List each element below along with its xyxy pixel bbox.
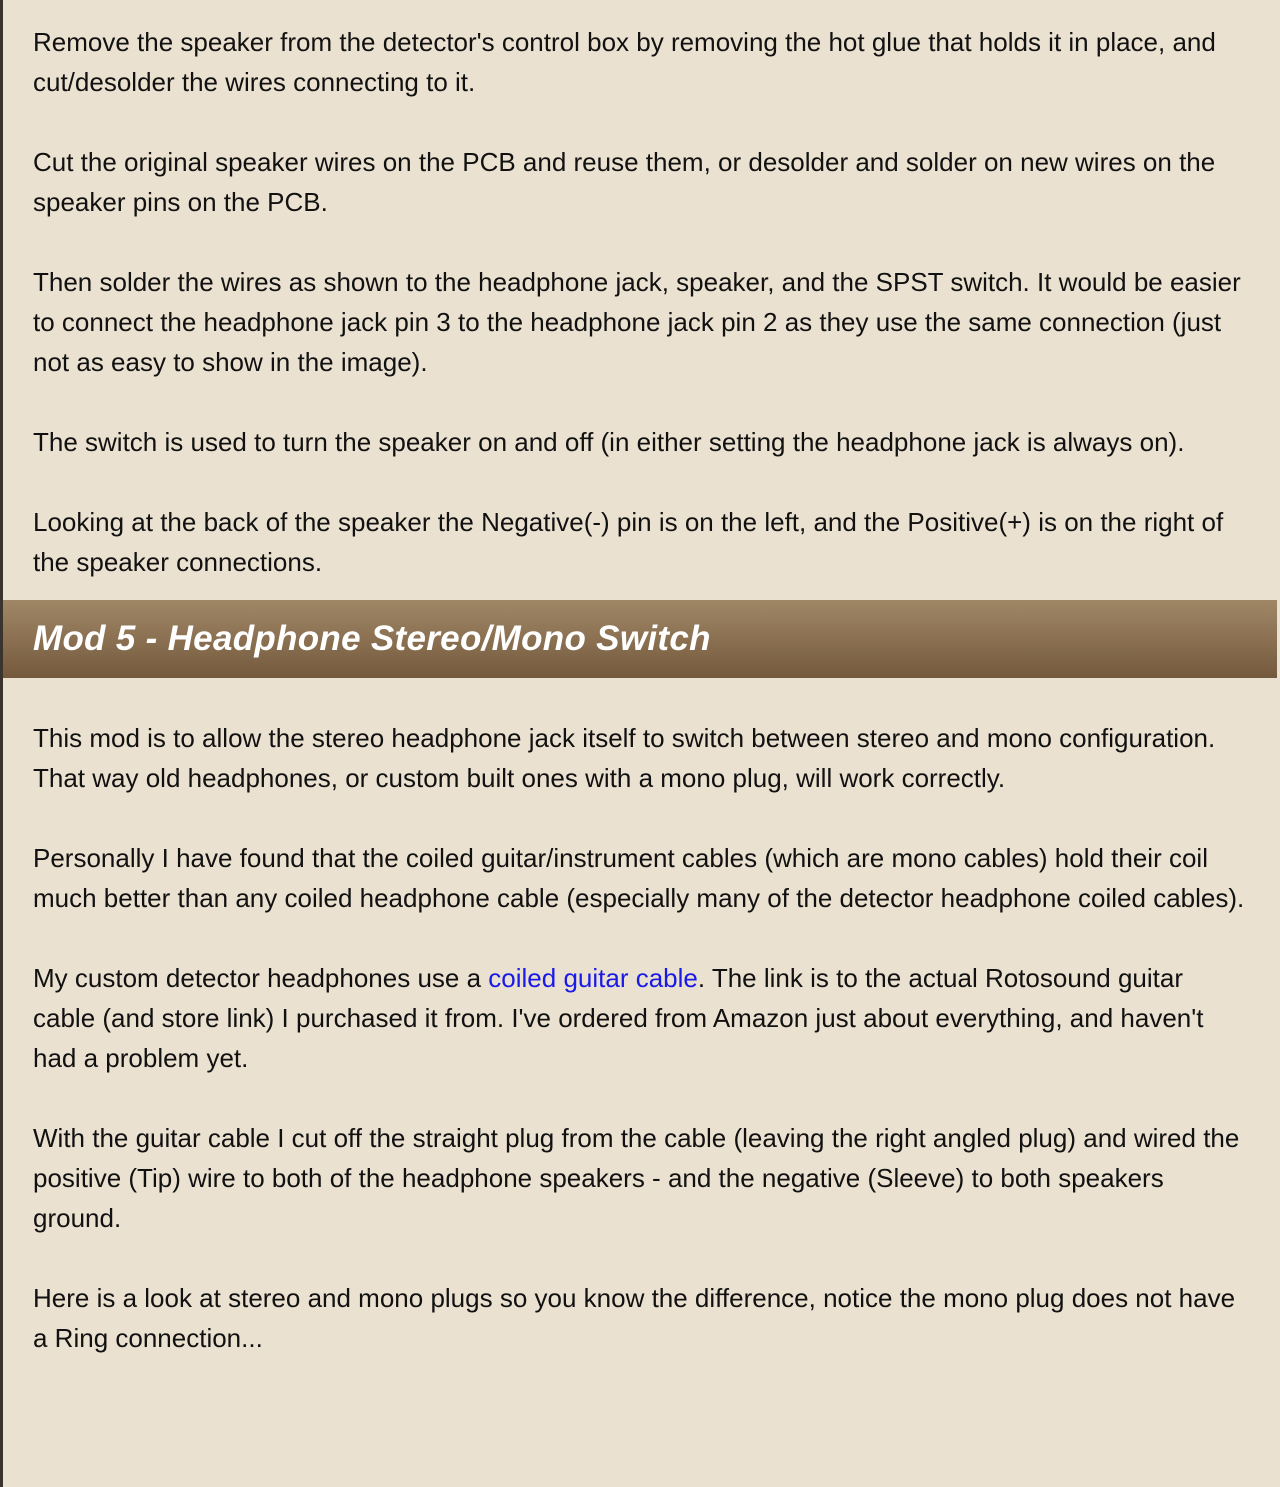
paragraph-speaker-polarity: Looking at the back of the speaker the Negative(-) pin is on the left, and the Positive(+) is on the right of the speaker connections. (33, 507, 1224, 577)
text-before-link: My custom detector headphones use a (33, 963, 489, 993)
coiled-guitar-cable-link[interactable]: coiled guitar cable (488, 963, 698, 993)
paragraph-wiring: With the guitar cable I cut off the straight plug from the cable (leaving the right angled plug) and wired the positive (Tip) wire to both of the headphone speakers - and the negative (Sleeve) to both speakers ground. (33, 1123, 1240, 1233)
paragraph-solder-wires: Then solder the wires as shown to the headphone jack, speaker, and the SPST switch. It would be easier to connect the headphone jack pin 3 to the headphone jack pin 2 as they use the same connection (just not as easy to show in the image). (33, 267, 1241, 377)
mod5-section (3, 718, 1277, 1358)
paragraph-remove-speaker: Remove the speaker from the detector's control box by removing the hot glue that holds it in place, and cut/desolder the wires connecting to it. (33, 27, 1216, 97)
text-after-link: . The link is to the actual Rotosound guitar cable (and store link) I purchased it from. I've ordered from Amazon just about everything, and haven't had a problem yet. (33, 963, 1204, 1073)
section-header-bar (3, 600, 1277, 678)
paragraph-custom-headphones (33, 958, 1247, 1078)
paragraph-mod-purpose: This mod is to allow the stereo headphone jack itself to switch between stereo and mono configuration. That way old headphones, or custom built ones with a mono plug, will work correctly. (33, 723, 1216, 793)
intro-section (3, 0, 1277, 582)
paragraph-coiled-cables: Personally I have found that the coiled guitar/instrument cables (which are mono cables) hold their coil much better than any coiled headphone cable (especially many of the detector headphone coiled cables). (33, 843, 1245, 913)
paragraph-switch-usage: The switch is used to turn the speaker on and off (in either setting the headphone jack is always on). (33, 427, 1185, 457)
section-title: Mod 5 - Headphone Stereo/Mono Switch (33, 619, 711, 658)
paragraph-plug-comparison: Here is a look at stereo and mono plugs so you know the difference, notice the mono plug does not have a Ring connection... (33, 1283, 1236, 1353)
paragraph-speaker-wires: Cut the original speaker wires on the PCB and reuse them, or desolder and solder on new wires on the speaker pins on the PCB. (33, 147, 1216, 217)
